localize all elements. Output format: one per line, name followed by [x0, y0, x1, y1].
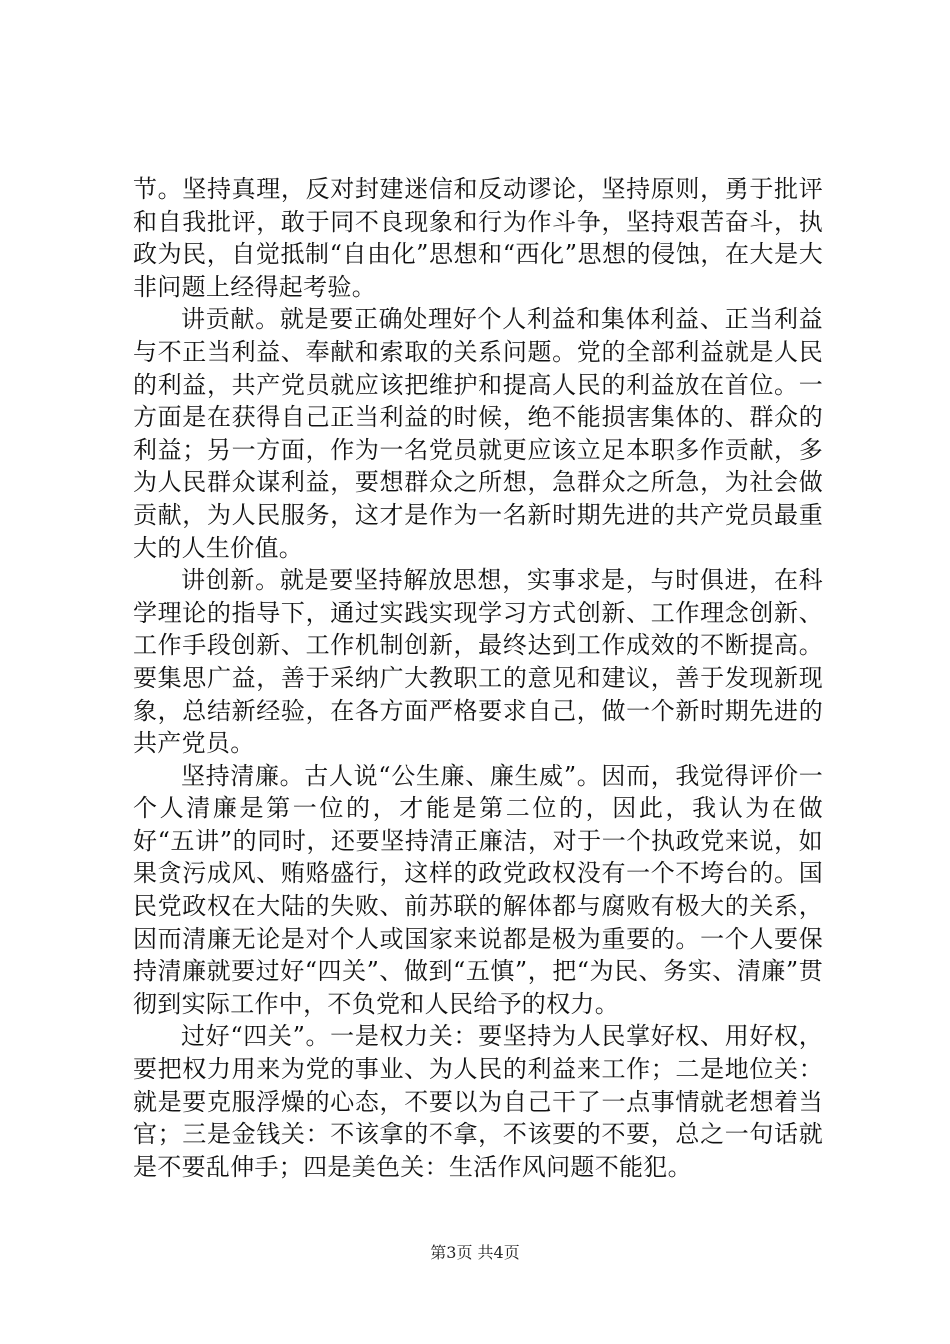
- paragraph-3: 讲创新。就是要坚持解放思想，实事求是，与时俱进，在科学理论的指导下，通过实践实现学习方式创新、工作理念创新、工作手段创新、工作机制创新，最终达到工作成效的不断提高。要集思广益，善于采纳广大教职工的意见和建议，善于发现新现象，总结新经验，在各方面严格要求自己，做一个新时期先进的共产党员。: [133, 566, 823, 758]
- document-body: [133, 173, 823, 1183]
- paragraph-2: 讲贡献。就是要正确处理好个人利益和集体利益、正当利益与不正当利益、奉献和索取的关系问题。党的全部利益就是人民的利益，共产党员就应该把维护和提高人民的利益放在首位。一方面是在获得自己正当利益的时候，绝不能损害集体的、群众的利益；另一方面，作为一名党员就更应该立足本职多作贡献，多为人民群众谋利益，要想群众之所想，急群众之所急，为社会做贡献，为人民服务，这才是作为一名新时期先进的共产党员最重大的人生价值。: [133, 305, 823, 562]
- page-footer: 第3页 共4页: [430, 1243, 520, 1262]
- paragraph-1: 节。坚持真理，反对封建迷信和反动谬论，坚持原则，勇于批评和自我批评，敢于同不良现象和行为作斗争，坚持艰苦奋斗，执政为民，自觉抵制“自由化”思想和“西化”思想的侵蚀，在大是大非问题上经得起考验。: [133, 175, 823, 301]
- paragraph-5: 过好“四关”。一是权力关：要坚持为人民掌好权、用好权，要把权力用来为党的事业、为人民的利益来工作；二是地位关：就是要克服浮燥的心态，不要以为自己干了一点事情就老想着当官；三是金钱关：不该拿的不拿，不该要的不要，总之一句话就是不要乱伸手；四是美色关：生活作风问题不能犯。: [133, 1022, 823, 1181]
- paragraph-4: 坚持清廉。古人说“公生廉、廉生威”。因而，我觉得评价一个人清廉是第一位的，才能是第二位的，因此，我认为在做好“五讲”的同时，还要坚持清正廉洁，对于一个执政党来说，如果贪污成风、贿赂盛行，这样的政党政权没有一个不垮台的。国民党政权在大陆的失败、前苏联的解体都与腐败有极大的关系，因而清廉无论是对个人或国家来说都是极为重要的。一个人要保持清廉就要过好“四关”、做到“五慎”，把“为民、务实、清廉”贯彻到实际工作中，不负党和人民给予的权力。: [133, 761, 823, 1018]
